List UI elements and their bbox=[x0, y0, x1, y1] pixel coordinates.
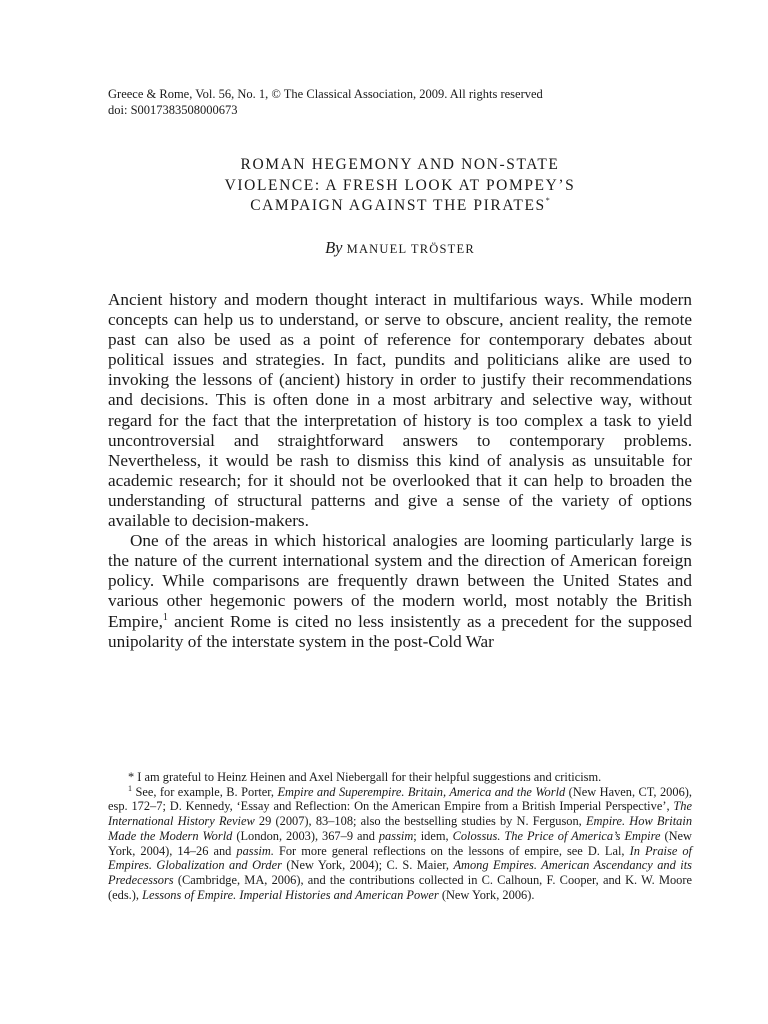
footnote-1-text: (New York, 2004); C. S. Maier, bbox=[281, 858, 454, 873]
footnote-1-title: passim bbox=[378, 828, 414, 843]
footnote-1-text: (London, 2003), 367–9 and bbox=[232, 828, 379, 843]
footnote-star bbox=[108, 770, 692, 785]
paragraph-2-text-a: One of the areas in which historical analogies are looming particularly large is the nature of the current international system and the direction of American foreign policy. While comparisons are frequently drawn between the United States and various other hegemonic powers of the modern world, most notably the British Empire, bbox=[108, 531, 692, 631]
footnote-1-text: (New York, 2004), 14–26 and bbox=[108, 828, 692, 858]
title-line-1: ROMAN HEGEMONY AND NON-STATE bbox=[240, 156, 560, 173]
article-title bbox=[108, 155, 692, 217]
footnote-1-title: The International History Review bbox=[108, 799, 692, 829]
footnote-1-title: Lessons of Empire. Imperial Histories and American Power bbox=[142, 887, 439, 902]
footnote-1-text: ; idem, bbox=[413, 828, 453, 843]
footnote-1-marker: 1 bbox=[128, 783, 132, 793]
footnote-1-text: For more general reflections on the lessons of empire, see D. Lal, bbox=[273, 843, 630, 858]
footnote-1-title: Among Empires. American Ascendancy and its Predecessors bbox=[108, 858, 692, 887]
byline-by: By bbox=[325, 238, 343, 257]
footnote-1-title: Empire and Superempire. Britain, America and the World bbox=[277, 784, 566, 799]
footnote-1-title: Colossus. The Price of America’s Empire bbox=[452, 828, 661, 843]
footnotes bbox=[108, 770, 692, 902]
footnote-1-text: (Cambridge, MA, 2006), and the contributions collected in C. Calhoun, F. Cooper, and K. W. Moore (eds.), bbox=[108, 872, 692, 902]
footnote-1-title: Empire. How Britain Made the Modern World bbox=[108, 814, 693, 843]
title-line-2: VIOLENCE: A FRESH LOOK AT POMPEY’S bbox=[224, 176, 576, 194]
body-paragraph-1: Ancient history and modern thought interact in multifarious ways. While modern concepts can help us to understand, or serve to obscure, ancient reality, the remote past can also be used as a point of reference for contemporary debates about political issues and strategies. In fact, pundits and politicians alike are used to invoking the lessons of (ancient) history in order to justify their recommendations and decisions. This is often done in a most arbitrary and selective way, without regard for the fact that the interpretation of history is too complex a task to yield uncontroversial and straightforward answers to contemporary problems. Nevertheless, it would be rash to dismiss this kind of analysis as unsuitable for academic research; for it should not be overlooked that it can help to broaden the understanding of structural patterns and give a sense of the variety of options available to decision-makers. bbox=[108, 290, 692, 531]
author-name: MANUEL TRÖSTER bbox=[346, 242, 475, 256]
article-body bbox=[108, 290, 692, 652]
footnote-1 bbox=[108, 785, 692, 903]
journal-citation bbox=[108, 86, 692, 118]
byline bbox=[108, 238, 692, 259]
footnote-1-text: (New York, 2006). bbox=[438, 887, 535, 902]
body-paragraph-2 bbox=[108, 531, 692, 652]
footnote-ref-1[interactable]: 1 bbox=[162, 611, 168, 623]
title-footnote-marker[interactable]: * bbox=[545, 196, 550, 205]
citation-line-1: Greece & Rome, Vol. 56, No. 1, © The Classical Association, 2009. All rights reserved bbox=[108, 87, 543, 101]
title-line-3-text: CAMPAIGN AGAINST THE PIRATES bbox=[250, 197, 546, 214]
footnote-1-title: In Praise of Empires. Globalization and Order bbox=[108, 843, 692, 873]
footnote-star-text: I am grateful to Heinz Heinen and Axel Niebergall for their helpful suggestions and criticism. bbox=[134, 770, 602, 784]
paragraph-2-text-b: ancient Rome is cited no less insistently as a precedent for the supposed unipolarity of the interstate system in the post-Cold War bbox=[108, 611, 692, 651]
footnote-1-title: passim. bbox=[236, 843, 274, 858]
footnote-star-marker: * bbox=[128, 770, 135, 784]
doi-line: doi: S0017383508000673 bbox=[108, 103, 238, 117]
footnote-1-text: (New Haven, CT, 2006), esp. 172–7; D. Kennedy, ‘Essay and Reflection: On the American Empire from a British Imperial Perspective’, bbox=[108, 784, 692, 814]
title-line-3 bbox=[108, 196, 692, 217]
footnote-1-text: 29 (2007), 83–108; also the bestselling studies by N. Ferguson, bbox=[254, 814, 586, 829]
footnote-1-text: See, for example, B. Porter, bbox=[132, 784, 278, 799]
